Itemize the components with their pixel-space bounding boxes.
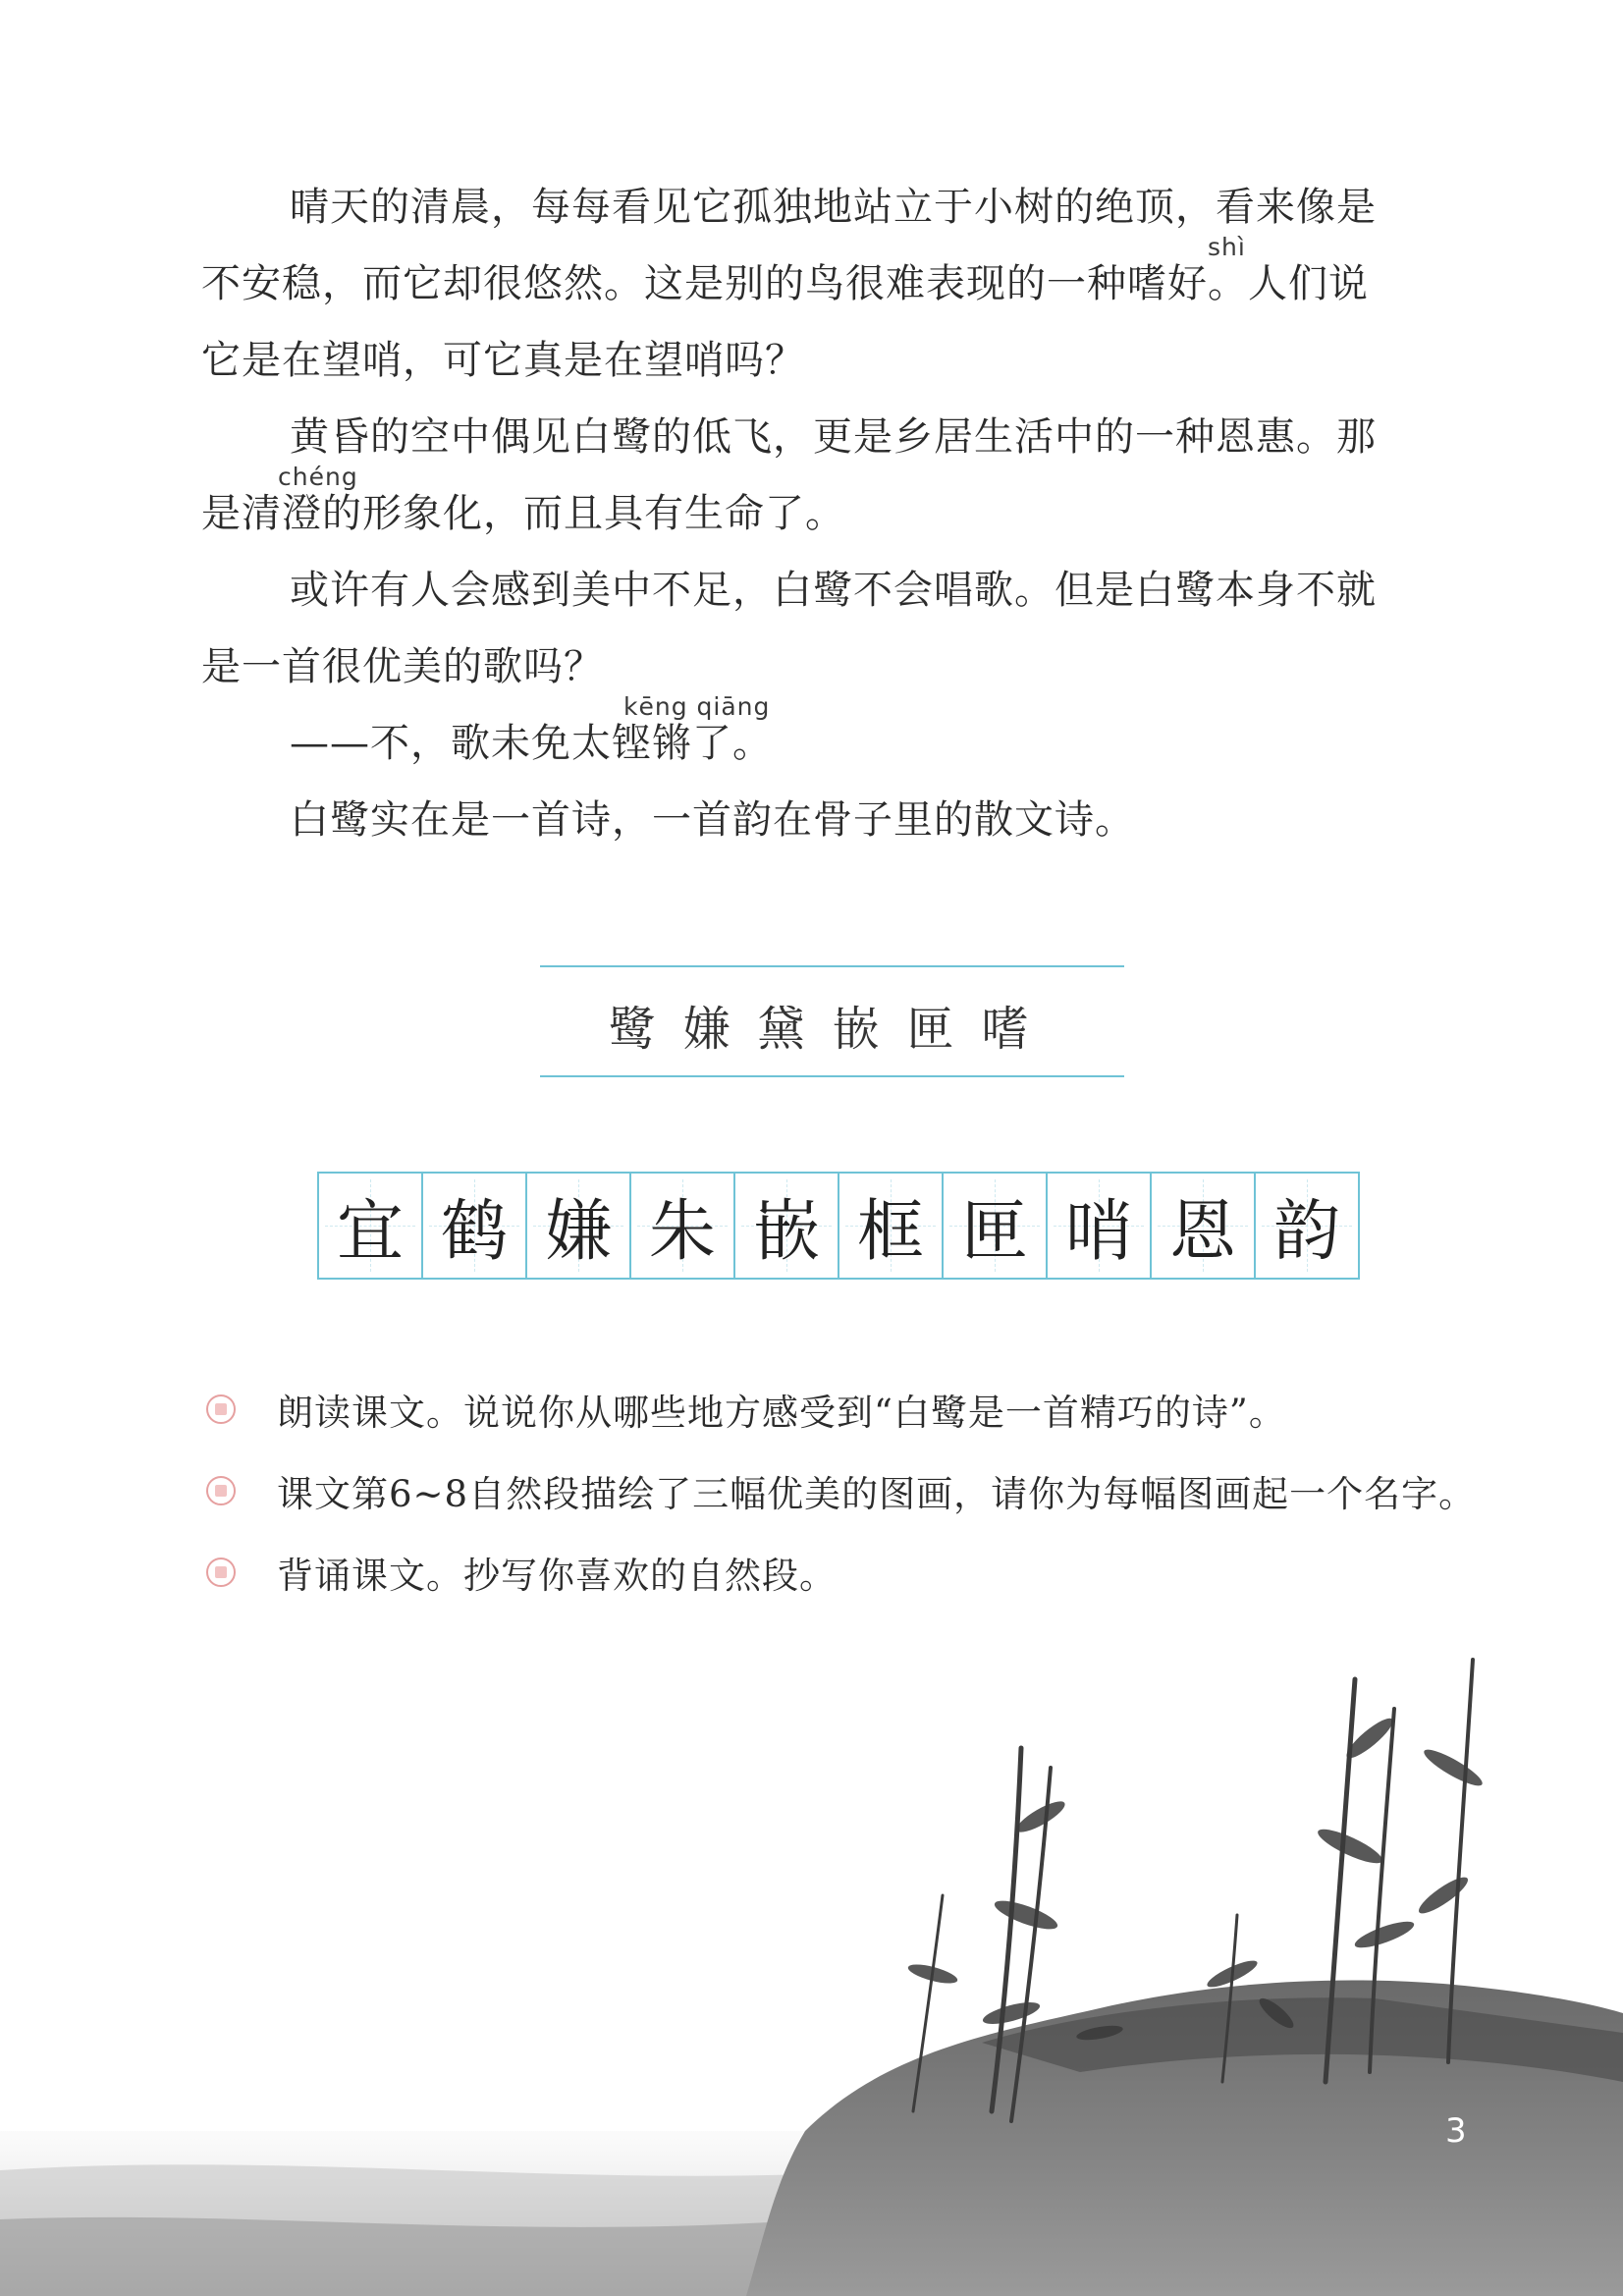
- pinyin-annotation: shì: [1208, 233, 1246, 261]
- text-line: 白鹭实在是一首诗，一首韵在骨子里的散文诗。: [290, 797, 1135, 843]
- character-cell: 朱: [631, 1174, 735, 1278]
- character-cell: 匣: [944, 1174, 1048, 1278]
- character-cell: 嵌: [735, 1174, 839, 1278]
- character-cell: 框: [839, 1174, 944, 1278]
- text-line: 它是在望哨，可它真是在望哨吗？: [201, 338, 805, 383]
- character-cell: 恩: [1152, 1174, 1256, 1278]
- exercise-text: 朗读课文。说说你从哪些地方感受到“白鹭是一首精巧的诗”。: [277, 1392, 1286, 1434]
- character-grid: [317, 1172, 1360, 1280]
- ink-painting-illustration: [0, 1620, 1623, 2296]
- seal-icon: [206, 1558, 236, 1587]
- text-line: 或许有人会感到美中不足，白鹭不会唱歌。但是白鹭本身不就: [290, 568, 1377, 613]
- exercise-text: 背诵课文。抄写你喜欢的自然段。: [277, 1555, 837, 1597]
- page-number: 3: [1445, 2111, 1467, 2151]
- write-characters-title-box: [540, 965, 1124, 1077]
- seal-icon: [206, 1394, 236, 1424]
- pinyin-annotation: kēng qiāng: [623, 692, 771, 721]
- character-cell: 哨: [1048, 1174, 1152, 1278]
- text-line: 晴天的清晨，每每看见它孤独地站立于小树的绝顶，看来像是: [290, 185, 1377, 230]
- text-line: 不安稳，而它却很悠然。这是别的鸟很难表现的一种嗜好。人们说: [201, 261, 1369, 306]
- character-cell: 宜: [319, 1174, 423, 1278]
- pinyin-annotation: chéng: [278, 463, 358, 491]
- exercise-item: [206, 1461, 1476, 1520]
- exercise-item: [206, 1543, 837, 1602]
- text-line: ——不，歌未免太铿锵了。: [290, 721, 773, 766]
- write-characters-title: 鹭嫌黛嵌匣嗜: [608, 1002, 1056, 1057]
- seal-icon: [206, 1476, 236, 1505]
- text-line: 黄昏的空中偶见白鹭的低飞，更是乡居生活中的一种恩惠。那: [290, 414, 1377, 460]
- text-line: 是清澄的形象化，而且具有生命了。: [201, 491, 845, 536]
- character-cell: 嫌: [527, 1174, 631, 1278]
- text-line: 是一首很优美的歌吗？: [201, 644, 604, 689]
- exercise-text: 课文第6~8自然段描绘了三幅优美的图画，请你为每幅图画起一个名字。: [277, 1473, 1477, 1515]
- character-cell: 鹤: [423, 1174, 527, 1278]
- exercise-item: [206, 1380, 1286, 1439]
- character-cell: 韵: [1256, 1174, 1358, 1278]
